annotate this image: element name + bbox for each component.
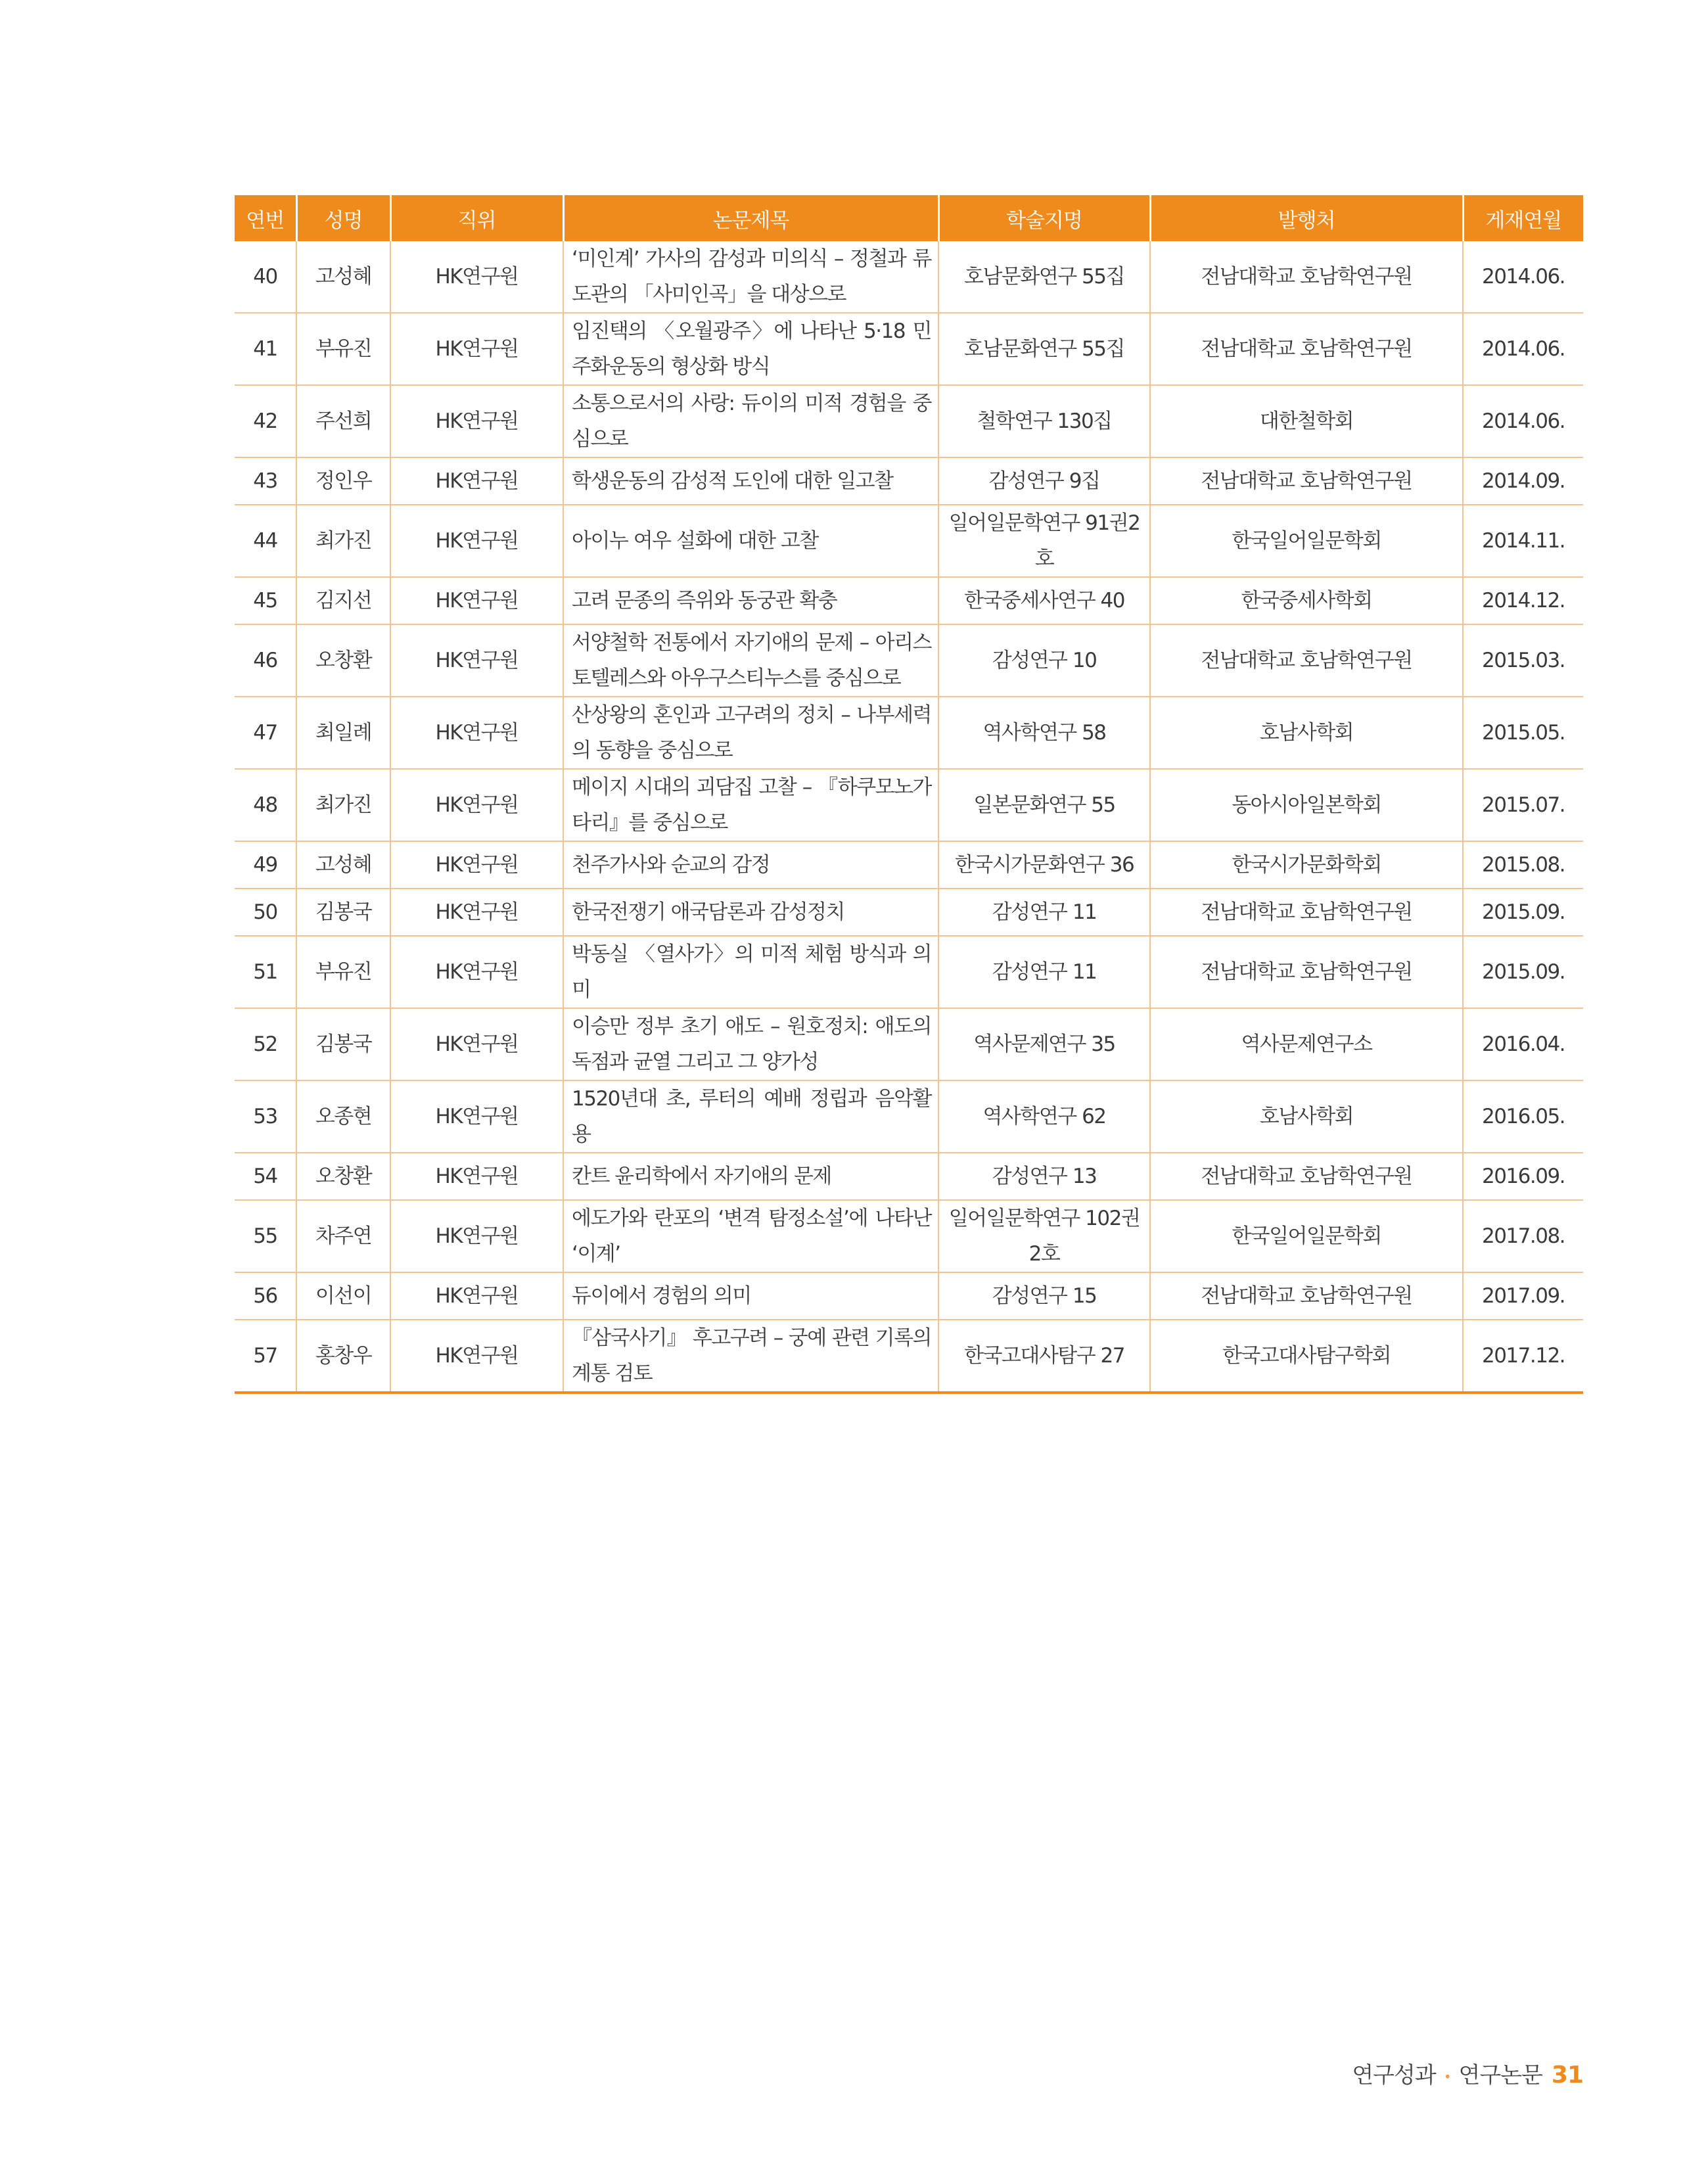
journal-name: 감성연구 11 <box>938 936 1150 1008</box>
publication-date: 2015.03. <box>1463 624 1583 697</box>
table-header-row <box>235 195 1583 241</box>
author-position: HK연구원 <box>390 936 563 1008</box>
column-header: 성명 <box>296 195 390 241</box>
table-row <box>235 457 1583 505</box>
table-row <box>235 841 1583 889</box>
author-name: 홍창우 <box>296 1320 390 1393</box>
table-row <box>235 889 1583 936</box>
publisher-name: 호남사학회 <box>1150 697 1463 769</box>
table-row <box>235 1080 1583 1153</box>
table-row <box>235 1200 1583 1272</box>
footer-separator: • <box>1443 2068 1451 2085</box>
row-number: 55 <box>235 1200 296 1272</box>
author-position: HK연구원 <box>390 241 563 313</box>
journal-name: 감성연구 15 <box>938 1272 1150 1320</box>
publisher-name: 전남대학교 호남학연구원 <box>1150 457 1463 505</box>
author-position: HK연구원 <box>390 1153 563 1200</box>
row-number: 44 <box>235 505 296 577</box>
publisher-name: 한국시가문화학회 <box>1150 841 1463 889</box>
author-name: 최가진 <box>296 769 390 841</box>
paper-title: 『삼국사기』 후고구려 – 궁예 관련 기록의 계통 검토 <box>563 1320 938 1393</box>
paper-title: 한국전쟁기 애국담론과 감성정치 <box>563 889 938 936</box>
table-row <box>235 1272 1583 1320</box>
table-row <box>235 577 1583 624</box>
table-row <box>235 1153 1583 1200</box>
publication-date: 2016.04. <box>1463 1008 1583 1080</box>
author-position: HK연구원 <box>390 1080 563 1153</box>
page-number: 31 <box>1551 2062 1583 2089</box>
journal-name: 한국중세사연구 40 <box>938 577 1150 624</box>
row-number: 45 <box>235 577 296 624</box>
publication-date: 2014.12. <box>1463 577 1583 624</box>
table-row <box>235 624 1583 697</box>
column-header: 학술지명 <box>938 195 1150 241</box>
paper-title: 임진택의 〈오월광주〉에 나타난 5·18 민주화운동의 형상화 방식 <box>563 313 938 385</box>
publisher-name: 동아시아일본학회 <box>1150 769 1463 841</box>
author-position: HK연구원 <box>390 577 563 624</box>
row-number: 40 <box>235 241 296 313</box>
table-body <box>235 241 1583 1393</box>
publisher-name: 한국고대사탐구학회 <box>1150 1320 1463 1393</box>
author-name: 김봉국 <box>296 1008 390 1080</box>
journal-name: 호남문화연구 55집 <box>938 241 1150 313</box>
author-name: 정인우 <box>296 457 390 505</box>
table-row <box>235 697 1583 769</box>
table-row <box>235 505 1583 577</box>
table-row <box>235 936 1583 1008</box>
table-row <box>235 313 1583 385</box>
author-position: HK연구원 <box>390 624 563 697</box>
paper-title: 박동실 〈열사가〉의 미적 체험 방식과 의미 <box>563 936 938 1008</box>
author-name: 오종현 <box>296 1080 390 1153</box>
author-position: HK연구원 <box>390 841 563 889</box>
publisher-name: 대한철학회 <box>1150 385 1463 457</box>
author-name: 최가진 <box>296 505 390 577</box>
author-name: 김지선 <box>296 577 390 624</box>
table-row <box>235 1320 1583 1393</box>
publication-date: 2015.07. <box>1463 769 1583 841</box>
footer-section: 연구성과 <box>1352 2062 1436 2089</box>
journal-name: 일본문화연구 55 <box>938 769 1150 841</box>
journal-name: 일어일문학연구 91권2호 <box>938 505 1150 577</box>
paper-title: 1520년대 초, 루터의 예배 정립과 음악활용 <box>563 1080 938 1153</box>
author-name: 주선희 <box>296 385 390 457</box>
row-number: 52 <box>235 1008 296 1080</box>
publisher-name: 전남대학교 호남학연구원 <box>1150 313 1463 385</box>
author-position: HK연구원 <box>390 385 563 457</box>
publication-date: 2017.09. <box>1463 1272 1583 1320</box>
publisher-name: 전남대학교 호남학연구원 <box>1150 241 1463 313</box>
paper-title: 서양철학 전통에서 자기애의 문제 – 아리스토텔레스와 아우구스티누스를 중심으로 <box>563 624 938 697</box>
publisher-name: 전남대학교 호남학연구원 <box>1150 889 1463 936</box>
table-row <box>235 769 1583 841</box>
table-row <box>235 385 1583 457</box>
journal-name: 한국고대사탐구 27 <box>938 1320 1150 1393</box>
publisher-name: 전남대학교 호남학연구원 <box>1150 1272 1463 1320</box>
row-number: 46 <box>235 624 296 697</box>
publisher-name: 한국일어일문학회 <box>1150 1200 1463 1272</box>
table-header <box>235 195 1583 241</box>
author-position: HK연구원 <box>390 1320 563 1393</box>
paper-title: 이승만 정부 초기 애도 – 원호정치: 애도의 독점과 균열 그리고 그 양가성 <box>563 1008 938 1080</box>
row-number: 41 <box>235 313 296 385</box>
journal-name: 역사학연구 62 <box>938 1080 1150 1153</box>
journal-name: 일어일문학연구 102권 2호 <box>938 1200 1150 1272</box>
author-name: 고성혜 <box>296 841 390 889</box>
journal-name: 감성연구 13 <box>938 1153 1150 1200</box>
journal-name: 감성연구 9집 <box>938 457 1150 505</box>
paper-title: 듀이에서 경험의 의미 <box>563 1272 938 1320</box>
column-header: 게재연월 <box>1463 195 1583 241</box>
paper-title: 소통으로서의 사랑: 듀이의 미적 경험을 중심으로 <box>563 385 938 457</box>
author-position: HK연구원 <box>390 1272 563 1320</box>
paper-title: 고려 문종의 즉위와 동궁관 확충 <box>563 577 938 624</box>
column-header: 직위 <box>390 195 563 241</box>
row-number: 48 <box>235 769 296 841</box>
paper-title: ‘미인계’ 가사의 감성과 미의식 – 정철과 류도관의 「사미인곡」을 대상으로 <box>563 241 938 313</box>
publication-date: 2014.11. <box>1463 505 1583 577</box>
table-row <box>235 241 1583 313</box>
author-position: HK연구원 <box>390 457 563 505</box>
journal-name: 감성연구 11 <box>938 889 1150 936</box>
publication-date: 2016.09. <box>1463 1153 1583 1200</box>
publisher-name: 한국일어일문학회 <box>1150 505 1463 577</box>
publication-date: 2017.08. <box>1463 1200 1583 1272</box>
journal-name: 역사문제연구 35 <box>938 1008 1150 1080</box>
author-name: 고성혜 <box>296 241 390 313</box>
paper-title: 칸트 윤리학에서 자기애의 문제 <box>563 1153 938 1200</box>
author-name: 김봉국 <box>296 889 390 936</box>
publisher-name: 한국중세사학회 <box>1150 577 1463 624</box>
paper-title: 산상왕의 혼인과 고구려의 정치 – 나부세력의 동향을 중심으로 <box>563 697 938 769</box>
publisher-name: 전남대학교 호남학연구원 <box>1150 624 1463 697</box>
row-number: 50 <box>235 889 296 936</box>
row-number: 54 <box>235 1153 296 1200</box>
author-name: 차주연 <box>296 1200 390 1272</box>
author-name: 부유진 <box>296 313 390 385</box>
author-position: HK연구원 <box>390 697 563 769</box>
row-number: 51 <box>235 936 296 1008</box>
author-name: 오창환 <box>296 1153 390 1200</box>
column-header: 논문제목 <box>563 195 938 241</box>
publication-date: 2015.09. <box>1463 889 1583 936</box>
journal-name: 호남문화연구 55집 <box>938 313 1150 385</box>
papers-table-container <box>235 195 1583 1394</box>
page-footer <box>1352 2057 1583 2089</box>
row-number: 42 <box>235 385 296 457</box>
row-number: 43 <box>235 457 296 505</box>
paper-title: 아이누 여우 설화에 대한 고찰 <box>563 505 938 577</box>
publication-date: 2014.06. <box>1463 385 1583 457</box>
journal-name: 철학연구 130집 <box>938 385 1150 457</box>
column-header: 발행처 <box>1150 195 1463 241</box>
author-position: HK연구원 <box>390 313 563 385</box>
author-position: HK연구원 <box>390 769 563 841</box>
paper-title: 학생운동의 감성적 도인에 대한 일고찰 <box>563 457 938 505</box>
journal-name: 한국시가문화연구 36 <box>938 841 1150 889</box>
papers-table <box>235 195 1583 1394</box>
publication-date: 2016.05. <box>1463 1080 1583 1153</box>
column-header: 연번 <box>235 195 296 241</box>
publication-date: 2017.12. <box>1463 1320 1583 1393</box>
publisher-name: 전남대학교 호남학연구원 <box>1150 1153 1463 1200</box>
author-position: HK연구원 <box>390 1008 563 1080</box>
row-number: 56 <box>235 1272 296 1320</box>
table-row <box>235 1008 1583 1080</box>
author-name: 오창환 <box>296 624 390 697</box>
row-number: 49 <box>235 841 296 889</box>
publication-date: 2015.08. <box>1463 841 1583 889</box>
footer-subsection: 연구논문 <box>1458 2062 1542 2089</box>
publisher-name: 호남사학회 <box>1150 1080 1463 1153</box>
author-name: 이선이 <box>296 1272 390 1320</box>
author-name: 최일례 <box>296 697 390 769</box>
author-position: HK연구원 <box>390 889 563 936</box>
row-number: 57 <box>235 1320 296 1393</box>
row-number: 47 <box>235 697 296 769</box>
publication-date: 2015.09. <box>1463 936 1583 1008</box>
journal-name: 역사학연구 58 <box>938 697 1150 769</box>
paper-title: 메이지 시대의 괴담집 고찰 – 『하쿠모노가타리』를 중심으로 <box>563 769 938 841</box>
publication-date: 2015.05. <box>1463 697 1583 769</box>
author-position: HK연구원 <box>390 1200 563 1272</box>
publication-date: 2014.06. <box>1463 241 1583 313</box>
publisher-name: 역사문제연구소 <box>1150 1008 1463 1080</box>
paper-title: 에도가와 란포의 ‘변격 탐정소설’에 나타난 ‘이계’ <box>563 1200 938 1272</box>
row-number: 53 <box>235 1080 296 1153</box>
journal-name: 감성연구 10 <box>938 624 1150 697</box>
paper-title: 천주가사와 순교의 감정 <box>563 841 938 889</box>
author-name: 부유진 <box>296 936 390 1008</box>
publication-date: 2014.09. <box>1463 457 1583 505</box>
publisher-name: 전남대학교 호남학연구원 <box>1150 936 1463 1008</box>
author-position: HK연구원 <box>390 505 563 577</box>
publication-date: 2014.06. <box>1463 313 1583 385</box>
